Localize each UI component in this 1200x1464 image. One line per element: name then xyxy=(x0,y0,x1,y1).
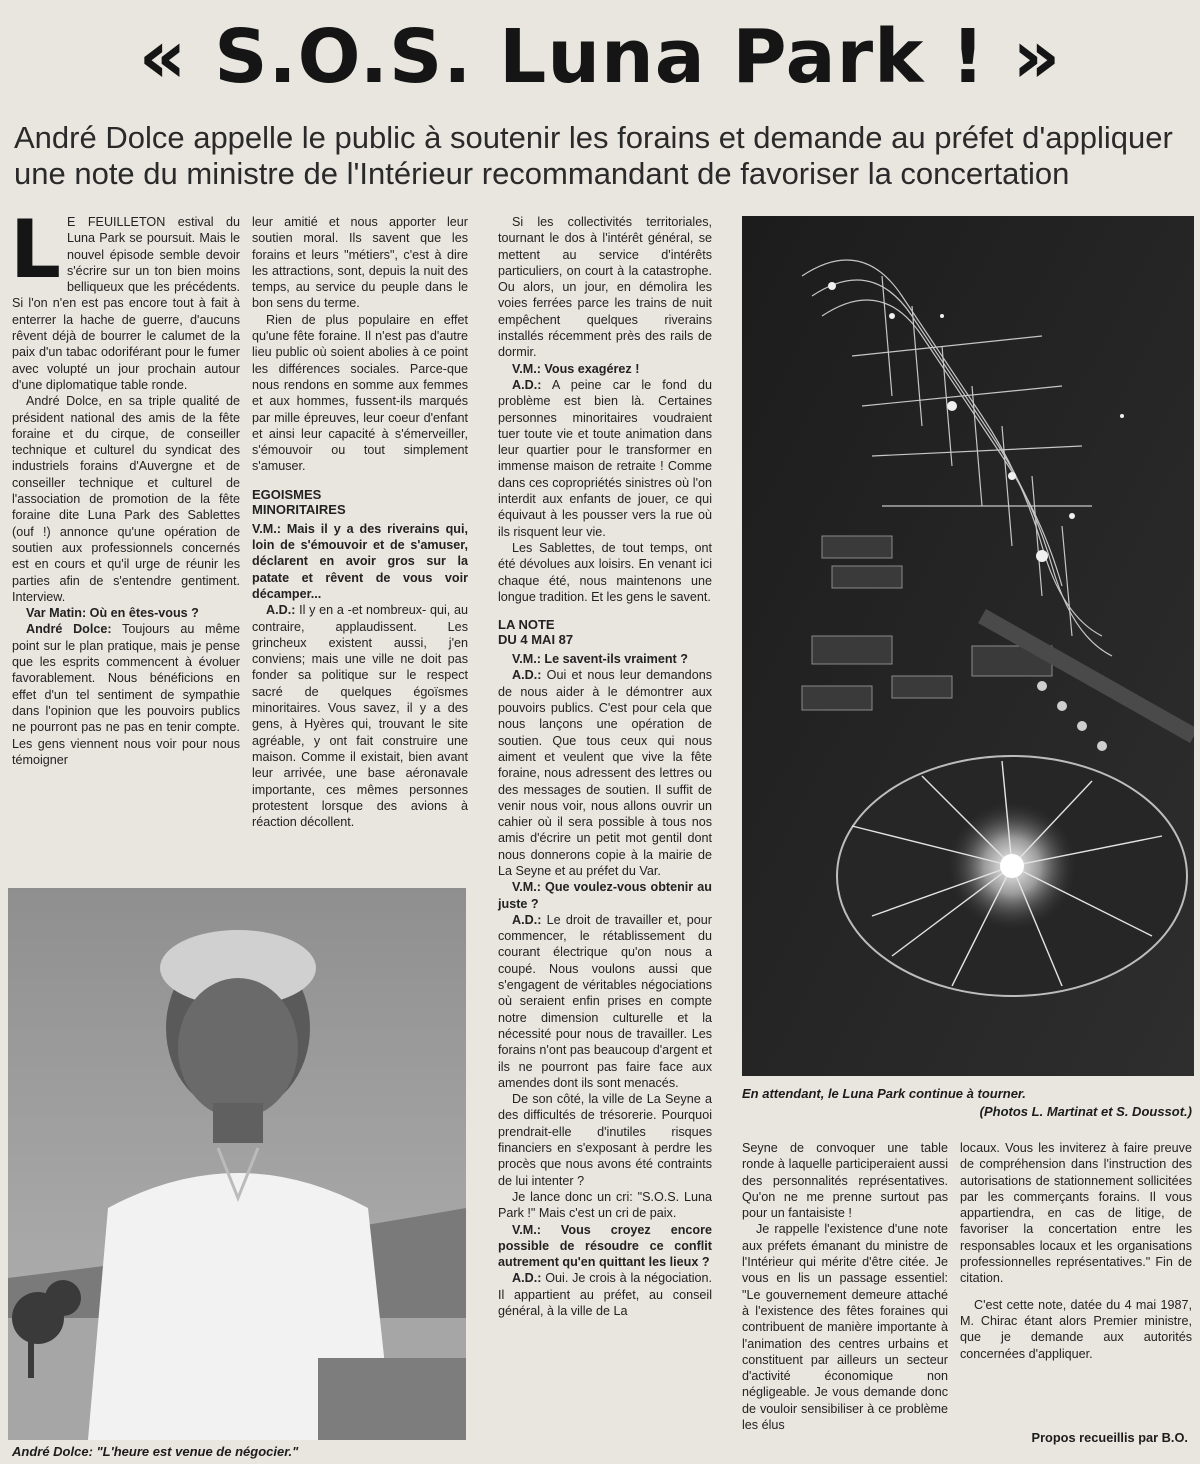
answer: Le droit de travailler et, pour commencer, le rétablissement du courant électrique qu'on nous a coupé. Nous voulons aussi que s'engagent de véritables négociations où seraient enfin prises en compte notre dimension culturelle et la nécessité pour nous de travailler. Les forains n'ont pas beaucoup d'argent et ils ne pourront pas faire face aux amendes dont ils sont menacés. xyxy=(498,912,712,1090)
paragraph: Je rappelle l'existence d'une note aux préfets émanant du ministre de l'Intérieur qui mérite d'être citée. Je vous en lis un passage essentiel: "Le gouvernement demeure attaché à l'existence des fêtes foraines qui contribuent de manière importante à l'animation des centres urbains et constituent par ailleurs un secteur d'activité économique non négligeable. Je vous demande donc de vouloir sensibiliser à ce problème les élus xyxy=(742,1222,948,1433)
subheading xyxy=(252,487,468,517)
night-photo-caption: En attendant, le Luna Park continue à tourner. xyxy=(742,1086,1026,1101)
speaker-label: André Dolce: xyxy=(26,622,112,637)
speaker-label: A.D.: xyxy=(266,603,296,618)
subheadline xyxy=(14,120,1194,192)
photo-credit: (Photos L. Martinat et S. Doussot.) xyxy=(979,1104,1192,1119)
speaker-label: A.D.: xyxy=(512,668,542,683)
article-column-1 xyxy=(10,203,240,768)
paragraph: André Dolce, en sa triple qualité de président national des amis de la fête foraine et du cirque, de conseiller technique et culturel du syndicat des industriels forains d'Auvergne et de conseiller technique et culturel de l'association de promotion de la fête foraine dite Luna Park des Sablettes (ouf !) annonce qu'une opération de soutien aux professionnels concernés est en cours et qu'il urge de réunir les parties afin de s'entendre gentiment. Interview. xyxy=(12,394,240,604)
andre-dolce-portrait-illustration xyxy=(8,888,466,1440)
subheading-line: EGOISMES xyxy=(252,486,322,502)
subheadline-line-1: André Dolce appelle le public à soutenir les forains et demande au préfet d'appliquer xyxy=(14,120,1173,155)
subheadline-line-2: une note du ministre de l'Intérieur recommandant de favoriser la concertation xyxy=(14,156,1070,191)
portrait-caption: André Dolce: "L'heure est venue de négocier." xyxy=(12,1444,299,1459)
intro-paragraph: E FEUILLETON estival du Luna Park se poursuit. Mais le nouvel épisode semble devoir s'écrire sur un ton bien moins belliqueux que les précédents. Si l'on n'en est pas encore tout à fait à enterrer la hache de guerre, d'aucuns rêvent déjà de bourrer le calumet de la paix d'un tabac odoriférant pour le fumer avec volupté un jour prochain autour d'une diplomatique table ronde. xyxy=(12,215,240,392)
luna-park-night-illustration xyxy=(742,216,1194,1076)
speaker-label: A.D.: xyxy=(512,912,542,927)
speaker-label: A.D.: xyxy=(512,377,542,392)
question: V.M.: Que voulez-vous obtenir au juste ? xyxy=(498,880,712,911)
headline: « S.O.S. Luna Park ! » xyxy=(138,14,1062,100)
paragraph: locaux. Vous les inviterez à faire preuve de compréhension dans l'instruction des autorisations de stationnement sollicitées par les commerçants forains. Il vous appartiendra, en cas de litige, de favoriser la concertation entre les responsables locaux et les organisations professionnelles représentatives." Fin de citation. xyxy=(960,1141,1192,1286)
answer: Oui. Je crois à la négociation. Il appartient au préfet, au conseil général, à la ville de La xyxy=(498,1271,713,1318)
paragraph: Rien de plus populaire en effet qu'une fête foraine. Il n'est pas d'autre lieu public où soient abolies à ce point les différences sociales. Parce-que nous rendons en somme aux femmes et aux hommes, fussent-ils marqués par mille épreuves, leur coeur d'enfant et ainsi leur capacité à s'émerveiller, s'émouvoir ou tout simplement s'amuser. xyxy=(252,312,468,474)
article-column-3 xyxy=(498,214,712,1319)
question: Var Matin: Où en êtes-vous ? xyxy=(26,606,199,621)
article-column-2 xyxy=(252,214,468,830)
drop-cap: L xyxy=(10,203,61,296)
answer: Oui et nous leur demandons de nous aider à le démontrer aux pouvoirs publics. C'est pour cela que nous lançons une opération de soutien. Que tous ceux qui nous aiment et veulent que vive la fête foraine, nous adressent des lettres ou des messages de soutien. Il suffit de venir nous voir, nous allons ouvrir un cahier où il sera possible à tous nos amis d'écrire un petit mot gentil dont nous donnerons copie à la mairie de La Seyne et au préfet du Var. xyxy=(498,668,712,878)
speaker-label: A.D.: xyxy=(512,1271,542,1286)
subheading xyxy=(498,617,712,647)
answer: Toujours au même point sur le plan pratique, mais je pense que les esprits commencent à évoluer favorablement. Nous bénéficions en effet d'un tel sentiment de sympathie dans l'opinion que les pouvoirs publics ne pourront pas ne pas en tenir compte. Les gens viennent nous voir pour nous témoigner xyxy=(12,622,240,767)
question: V.M.: Vous exagérez ! xyxy=(512,361,640,376)
byline: Propos recueillis par B.O. xyxy=(1031,1430,1188,1445)
question: V.M.: Le savent-ils vraiment ? xyxy=(512,652,688,667)
paragraph: Seyne de convoquer une table ronde à laquelle participeraient aussi des personnalités représentatives. Qu'on ne me prenne surtout pas pour un fantaisiste ! xyxy=(742,1141,948,1221)
answer: Il y en a -et nombreux- qui, au contraire, applaudissent. Les grincheux existent aussi, j'en conviens; mais une ville ne doit pas fonder sa politique sur le respect sacré de quelques égoïsmes minoritaires. Vous savez, il y a des gens, à Hyères qui, trouvant le site agréable, y ont fait construire une maison. Comme il existait, bien avant leur arrivée, une base aéronavale importante, ces mêmes personnes protestent lorsque des avions à réaction décollent. xyxy=(252,603,469,830)
question: V.M.: Mais il y a des riverains qui, loin de s'émouvoir et de s'amuser, déclarent en avoir gros sur la patate et rêvent de vous voir décamper... xyxy=(252,521,468,601)
subheading-line: MINORITAIRES xyxy=(252,501,346,517)
paragraph: De son côté, la ville de La Seyne a des difficultés de trésorerie. Pourquoi prendrait-elle d'inutiles risques financiers en s'exposant à perdre les procès que nous avons été contraints de lui intenter ? xyxy=(498,1092,712,1188)
question: V.M.: Vous croyez encore possible de résoudre ce conflit autrement qu'en quittant les lieux ? xyxy=(498,1222,712,1270)
portrait-photo xyxy=(8,888,466,1440)
night-aerial-photo xyxy=(742,216,1194,1076)
subheading-line: LA NOTE xyxy=(498,617,555,633)
paragraph: C'est cette note, datée du 4 mai 1987, M. Chirac étant alors Premier ministre, que je demande aux autorités concernées d'appliquer. xyxy=(960,1297,1192,1361)
article-column-4 xyxy=(742,1140,948,1433)
article-column-5 xyxy=(960,1140,1192,1362)
paragraph: leur amitié et nous apporter leur soutien moral. Ils savent que les forains et leurs "métiers", c'est à dire les attractions, sont, depuis la nuit des temps, au service du peuple dans le bon sens du terme. xyxy=(252,215,468,311)
answer: A peine car le fond du problème est bien là. Certaines personnes minoritaires voudraient tuer toute vie et toute animation dans leur quartier pour le transformer en immense maison de retraite ! Comme dans ces copropriétés sinistres où l'on interdit aux enfants de jouer, ce qui équivaut à les pousser vers la rue où ils risquent leur vie. xyxy=(498,377,712,539)
paragraph: Les Sablettes, de tout temps, ont été dévolues aux loisirs. En venant ici chaque été, nous maintenons une longue tradition. Et les gens le savent. xyxy=(498,540,712,604)
paragraph: Si les collectivités territoriales, tournant le dos à l'intérêt général, se mettent au service d'intérêts particuliers, on court à la catastrophe. Ou alors, un jour, en démolira les voies ferrées parce les trains de nuit empêchent quelques riverains installés récemment près des rails de dormir. xyxy=(498,215,712,360)
paragraph: Je lance donc un cri: "S.O.S. Luna Park !" Mais c'est un cri de paix. xyxy=(498,1189,712,1221)
subheading-line: DU 4 MAI 87 xyxy=(498,632,574,648)
